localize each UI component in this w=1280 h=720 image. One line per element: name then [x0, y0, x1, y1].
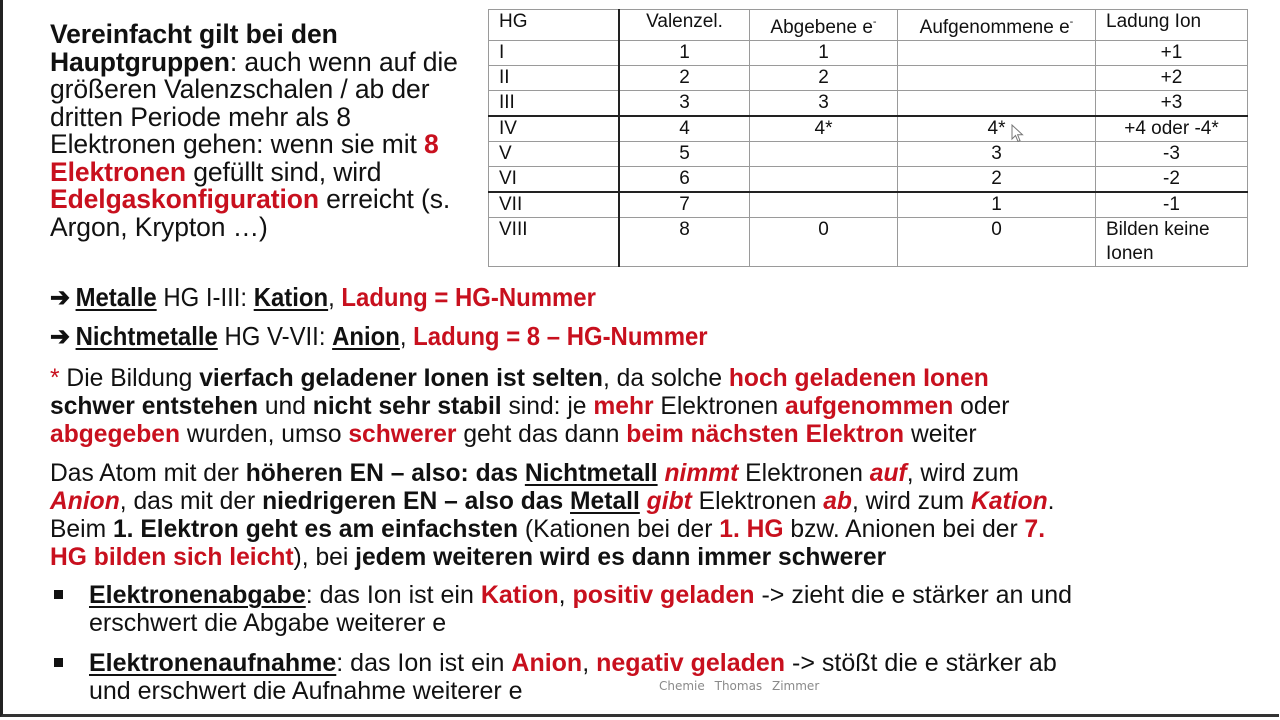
note-red: hoch geladenen Ionen	[728, 364, 989, 392]
cell-hg: IV	[489, 116, 620, 142]
bullet-continuation: erschwert die Abgabe weiterer e	[89, 609, 447, 637]
cell-aufgenommen: 3	[898, 142, 1096, 167]
bullet-text: : das Ion ist ein	[305, 581, 481, 609]
bullet-ion: Anion	[511, 649, 583, 677]
atom-text: bzw. Anionen bei der	[783, 515, 1025, 543]
cell-aufgenommen	[898, 91, 1096, 117]
footnote-paragraph	[50, 364, 1009, 448]
cell-ladung: -2	[1096, 167, 1248, 193]
bullet-elektronenabgabe	[50, 581, 1072, 637]
ion-charge-table	[488, 9, 1248, 267]
note-text: geht das dann	[456, 420, 627, 448]
note-red: beim nächsten Elektron	[626, 420, 905, 448]
atom-red-italic: gibt	[646, 487, 692, 515]
intro-bold: Vereinfacht gilt bei den Hauptgruppen	[50, 19, 338, 77]
cell-hg: V	[489, 142, 620, 167]
intro-text: erreicht (s. Argon, Krypton …)	[50, 184, 451, 242]
atom-red-italic: Kation	[971, 487, 1048, 515]
cell-hg: VIII	[489, 218, 620, 267]
cell-ladung: Bilden keine Ionen	[1096, 218, 1248, 267]
note-red: aufgenommen	[784, 392, 954, 420]
header-ladung: Ladung Ion	[1096, 10, 1248, 41]
cell-ladung: -3	[1096, 142, 1248, 167]
cell-abgegeben: 3	[750, 91, 898, 117]
rule-sep: ,	[328, 282, 342, 312]
bullet-charge: negativ geladen	[596, 649, 786, 677]
cell-hg: VI	[489, 167, 620, 193]
note-text: Elektronen	[653, 392, 785, 420]
atom-bold: höheren EN – also: das	[245, 459, 525, 487]
cell-ladung: +4 oder -4*	[1096, 116, 1248, 142]
note-text: und	[258, 392, 313, 420]
note-text: weiter	[904, 420, 977, 448]
intro-paragraph	[50, 21, 470, 241]
rule-ion: Anion	[332, 321, 400, 351]
cell-hg: VII	[489, 192, 620, 218]
cell-abgegeben: 1	[750, 41, 898, 66]
bullet-text: : das Ion ist ein	[336, 649, 512, 677]
atom-text: Elektronen	[738, 459, 870, 487]
superscript-minus: -	[1069, 16, 1074, 28]
cell-hg: I	[489, 41, 620, 66]
atom-text: , das mit der	[119, 487, 263, 515]
cell-valenz: 5	[619, 142, 750, 167]
atom-bold: niedrigeren EN – also das	[262, 487, 571, 515]
footer-subject: Chemie	[659, 679, 705, 693]
cell-valenz: 2	[619, 66, 750, 91]
atom-red: 1. HG	[719, 515, 784, 543]
cell-valenz: 1	[619, 41, 750, 66]
cell-ladung: +3	[1096, 91, 1248, 117]
rule-metalle	[50, 282, 596, 312]
table-row	[489, 142, 1248, 167]
atom-red-italic: ab	[823, 487, 852, 515]
note-red: schwerer	[348, 420, 457, 448]
atom-text: Das Atom mit der	[50, 459, 246, 487]
bullet-ion: Kation	[480, 581, 559, 609]
bullet-elektronenaufnahme	[50, 649, 1057, 705]
atom-text: , wird zum	[906, 459, 1019, 487]
atom-red-italic: nimmt	[664, 459, 739, 487]
atom-text: .	[1047, 487, 1055, 515]
atom-bold: jedem weiteren wird es dann immer schwerer	[355, 543, 887, 571]
intro-highlight-8-elektronen: 8 Elektronen	[50, 129, 439, 187]
note-text: sind: je	[501, 392, 594, 420]
asterisk: *	[50, 364, 60, 392]
header-valenzel: Valenzel.	[619, 10, 750, 41]
cell-aufgenommen	[898, 66, 1096, 91]
bullet-text: ,	[582, 649, 597, 677]
footer-author: Thomas Zimmer	[714, 679, 820, 693]
header-aufgenommene-label: Aufgenommene e	[919, 17, 1070, 38]
note-bold: vierfach geladener Ionen ist selten	[199, 364, 603, 392]
cell-valenz: 8	[619, 218, 750, 267]
mouse-pointer-icon	[1011, 124, 1025, 144]
rule-nichtmetalle	[50, 321, 708, 351]
arrow-right-icon: ➔	[50, 321, 71, 351]
cell-valenz: 6	[619, 167, 750, 193]
atom-red-italic: auf	[869, 459, 907, 487]
intro-text: : auch wenn auf die größeren Valenzschalen / ab der dritten Periode mehr als 8 Elektronen gehen: wenn sie mit	[50, 46, 458, 159]
note-red: abgegeben	[50, 420, 181, 448]
table-row	[489, 218, 1248, 267]
rule-charge: Ladung = HG-Nummer	[341, 282, 596, 312]
cell-abgegeben: 2	[750, 66, 898, 91]
cell-aufgenommen: 0	[898, 218, 1096, 267]
bullet-term: Elektronenaufnahme	[89, 649, 337, 677]
atom-text: , wird zum	[851, 487, 972, 515]
rule-ion: Kation	[253, 282, 329, 312]
bullet-term: Elektronenabgabe	[89, 581, 306, 609]
cell-valenz: 7	[619, 192, 750, 218]
cell-hg: III	[489, 91, 620, 117]
cell-abgegeben	[750, 192, 898, 218]
rule-range: HG I-III:	[156, 282, 254, 312]
atom-text: Elektronen	[691, 487, 824, 515]
cell-abgegeben	[750, 167, 898, 193]
cell-abgegeben: 4*	[750, 116, 898, 142]
superscript-minus: -	[872, 16, 877, 28]
note-text: wurden, umso	[180, 420, 349, 448]
cell-aufgenommen	[898, 41, 1096, 66]
atom-text: Beim	[50, 515, 113, 543]
atom-red: HG bilden sich leicht	[50, 543, 294, 571]
bullet-text: ,	[558, 581, 573, 609]
bullet-continuation: und erschwert die Aufnahme weiterer e	[89, 677, 523, 705]
note-text: oder	[953, 392, 1010, 420]
cell-aufgenommen: 4*	[898, 116, 1096, 142]
header-abgebene-label: Abgebene e	[770, 17, 873, 38]
table-row	[489, 167, 1248, 193]
bullet-charge: positiv geladen	[572, 581, 755, 609]
note-red: mehr	[593, 392, 654, 420]
rule-range: HG V-VII:	[217, 321, 333, 351]
cell-ladung: +1	[1096, 41, 1248, 66]
intro-text: gefüllt sind, wird	[185, 156, 382, 187]
atom-nichtmetall: Nichtmetall	[524, 459, 658, 487]
atom-text: ), bei	[293, 543, 356, 571]
bullet-text: -> stößt die e stärker ab	[785, 649, 1057, 677]
note-text: , da solche	[602, 364, 729, 392]
rule-term: Nichtmetalle	[75, 321, 218, 351]
table-row	[489, 192, 1248, 218]
note-text: Die Bildung	[59, 364, 200, 392]
header-abgebene	[750, 10, 898, 41]
atom-bold: 1. Elektron geht es am einfachsten	[112, 515, 519, 543]
atom-red: 7.	[1024, 515, 1046, 543]
header-hg: HG	[489, 10, 620, 41]
table-row	[489, 41, 1248, 66]
table-row	[489, 91, 1248, 117]
header-aufgenommene	[898, 10, 1096, 41]
square-bullet-icon	[54, 658, 63, 667]
atom-red-italic: Anion	[50, 487, 120, 515]
table-header-row	[489, 10, 1248, 41]
atom-text: (Kationen bei der	[518, 515, 720, 543]
arrow-right-icon: ➔	[50, 282, 71, 312]
rule-term: Metalle	[75, 282, 157, 312]
cell-valenz: 3	[619, 91, 750, 117]
rule-sep: ,	[399, 321, 414, 351]
cell-ladung: +2	[1096, 66, 1248, 91]
intro-highlight-edelgas: Edelgaskonfiguration	[50, 184, 319, 214]
slide-footer	[659, 679, 819, 693]
table-row	[489, 116, 1248, 142]
cell-abgegeben	[750, 142, 898, 167]
cell-hg: II	[489, 66, 620, 91]
electronegativity-paragraph	[50, 459, 1055, 571]
note-bold: schwer entstehen	[50, 392, 259, 420]
cell-aufgenommen: 2	[898, 167, 1096, 193]
cell-ladung: -1	[1096, 192, 1248, 218]
cell-valenz: 4	[619, 116, 750, 142]
bullet-text: -> zieht die e stärker an und	[754, 581, 1073, 609]
table-row	[489, 66, 1248, 91]
square-bullet-icon	[54, 590, 63, 599]
cell-abgegeben: 0	[750, 218, 898, 267]
cell-aufgenommen: 1	[898, 192, 1096, 218]
note-bold: nicht sehr stabil	[312, 392, 502, 420]
atom-metall: Metall	[570, 487, 640, 515]
rule-charge: Ladung = 8 – HG-Nummer	[413, 321, 708, 351]
